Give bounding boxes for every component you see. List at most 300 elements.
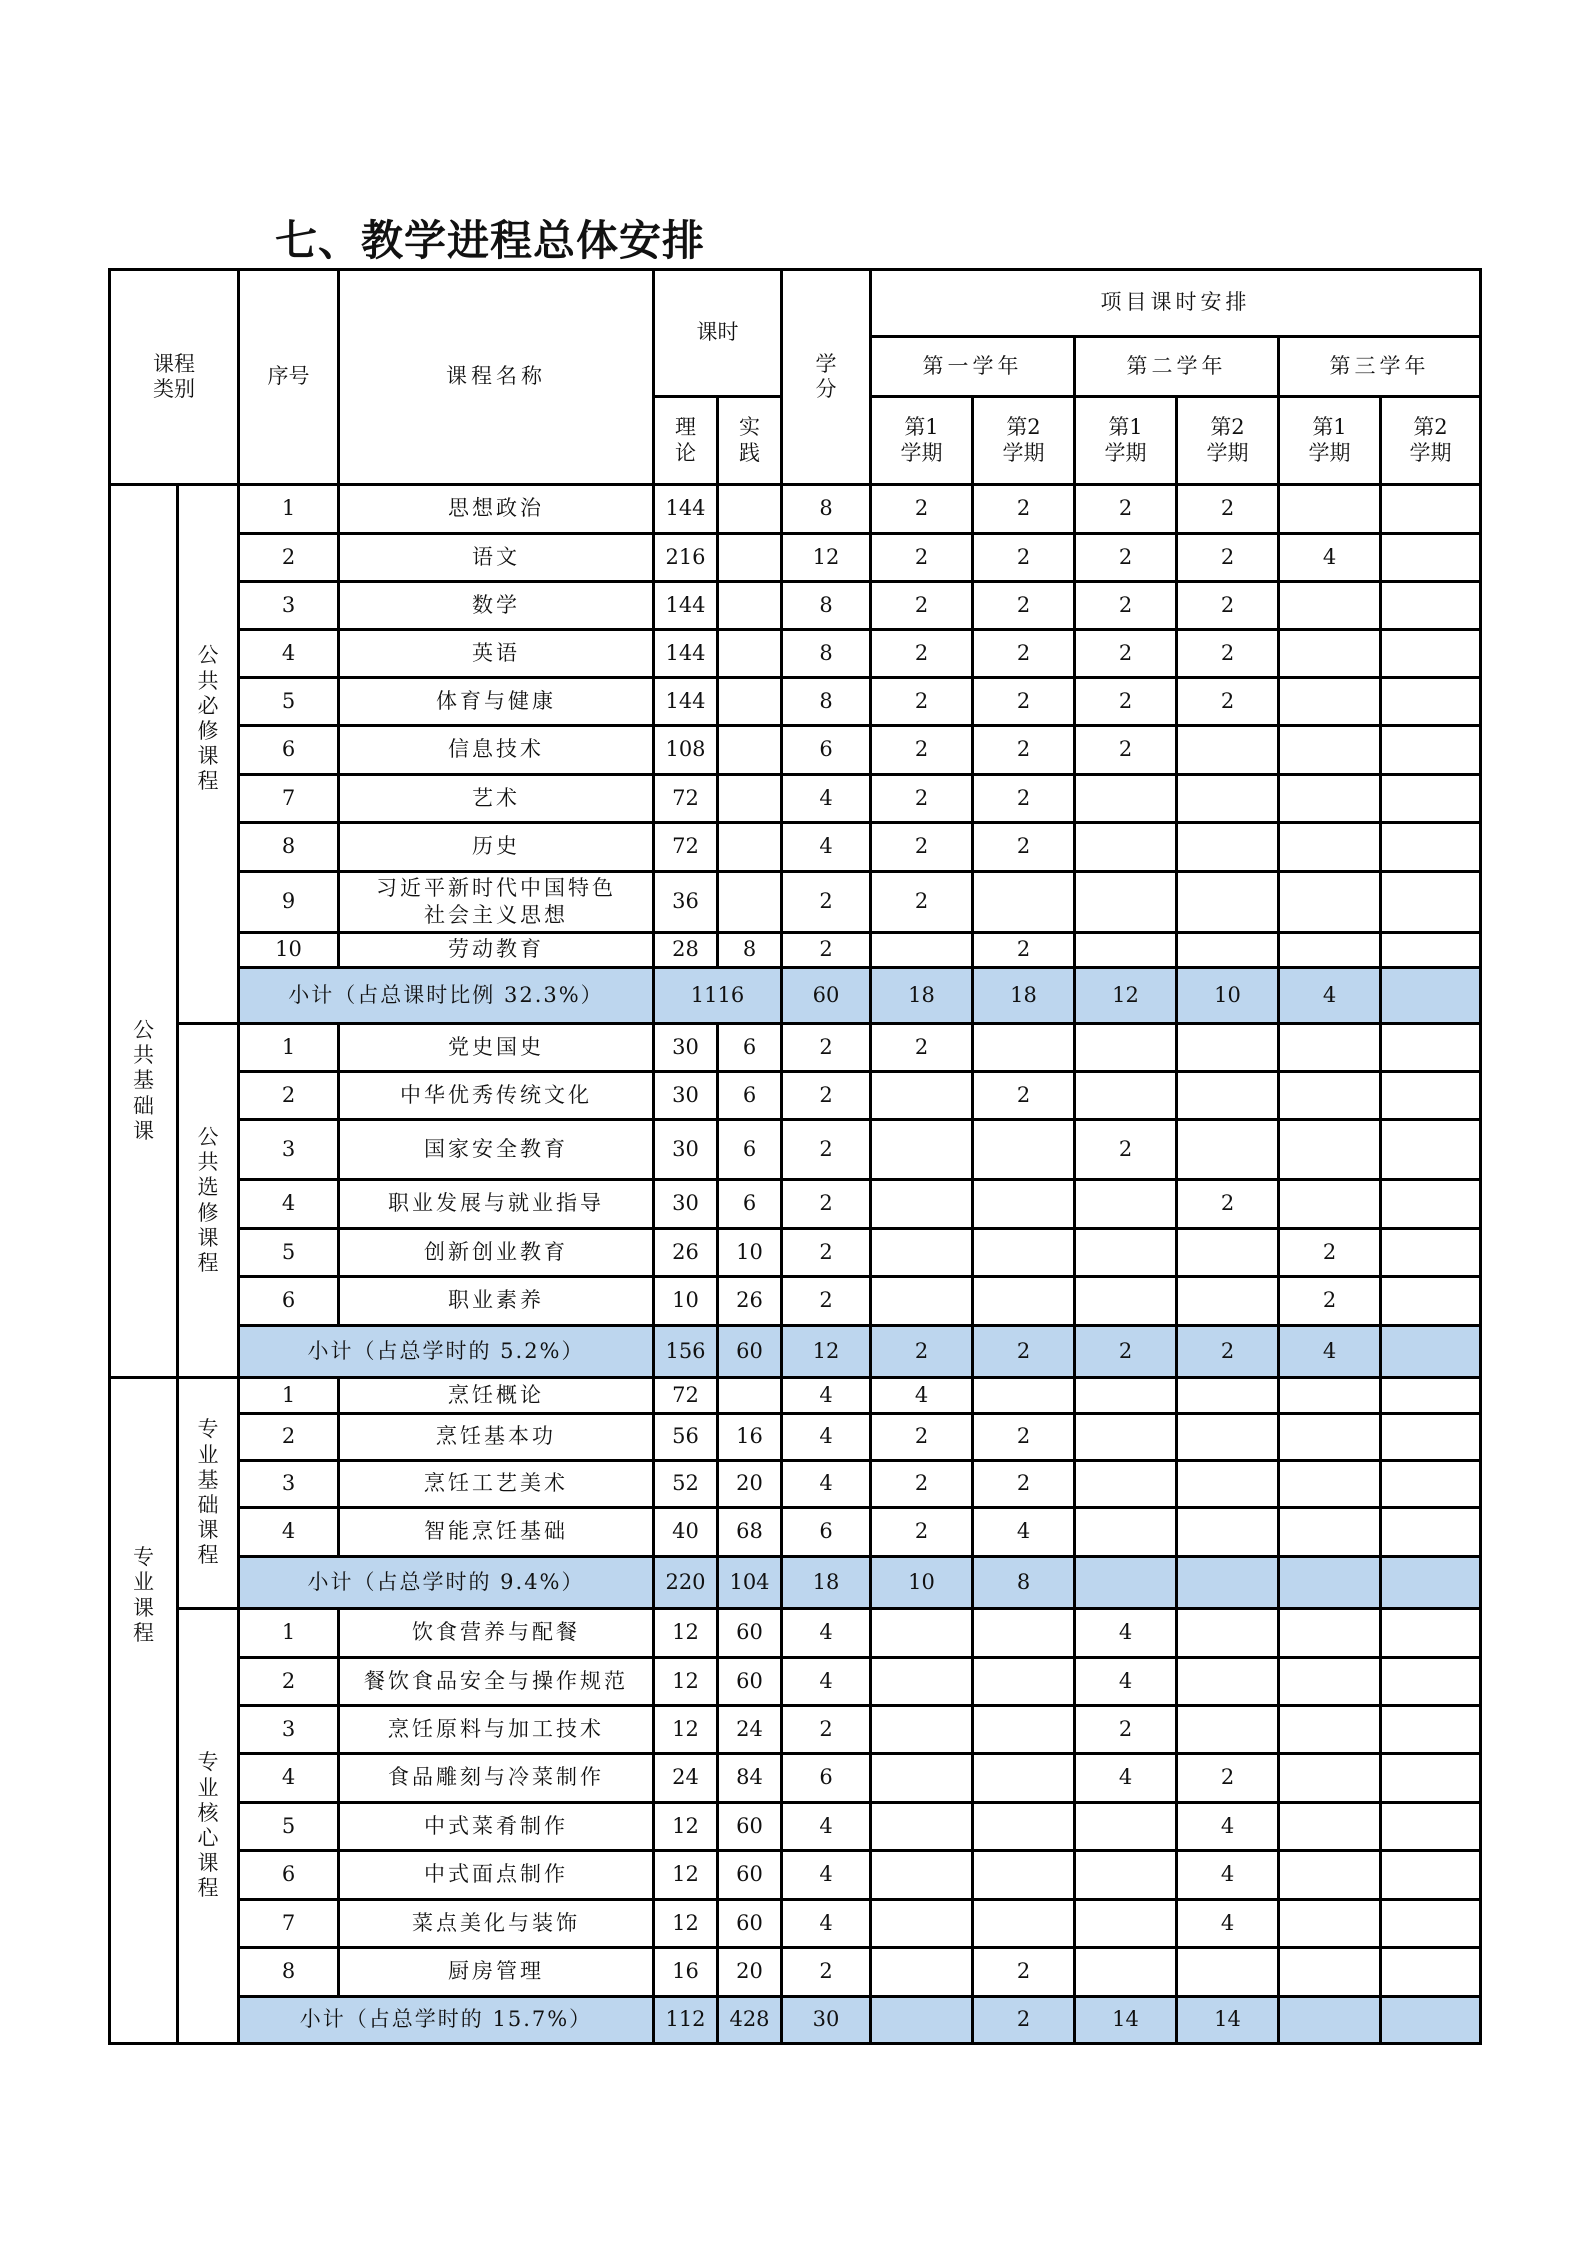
header-semester [1279,397,1381,485]
category-label: 专业课程 [133,1545,154,1645]
credits: 4 [782,1851,871,1900]
semester-hours [1381,1508,1481,1557]
theory-hours: 72 [654,775,718,823]
semester-hours: 2 [871,1414,973,1461]
semester-hours: 2 [1075,726,1177,775]
semester-hours [871,1658,973,1706]
course-seq: 6 [239,726,339,775]
theory-hours: 28 [654,933,718,968]
semester-hours [973,1851,1075,1900]
semester-hours [1177,1461,1279,1508]
semester-hours [1075,872,1177,933]
semester-hours [1381,1900,1481,1948]
semester-hours [1279,630,1381,678]
semester-hours [871,1948,973,1997]
course-seq: 7 [239,775,339,823]
course-name-cell [339,872,654,933]
credits: 4 [782,1378,871,1414]
practice-hours: 6 [718,1120,782,1180]
subtotal-row [110,968,1481,1024]
header-course-name: 课程名称 [339,270,654,485]
semester-hours [1279,1609,1381,1658]
subtotal-semester-hours [1381,1557,1481,1609]
semester-hours: 2 [973,534,1075,582]
credits: 2 [782,1180,871,1229]
course-name: 思想政治 [339,485,654,534]
semester-hours: 4 [1075,1754,1177,1803]
semester-hours [1075,1378,1177,1414]
theory-hours: 144 [654,582,718,630]
semester-hours [1381,1948,1481,1997]
subcategory-cell [178,485,239,1024]
course-name: 职业素养 [339,1277,654,1326]
course-seq: 1 [239,1378,339,1414]
course-seq: 3 [239,1461,339,1508]
semester-hours [1279,1072,1381,1120]
course-name: 中式菜肴制作 [339,1803,654,1851]
practice-hours [718,582,782,630]
semester-hours: 2 [871,1024,973,1072]
subtotal-credits: 30 [782,1997,871,2044]
header-category-text: 课程类别 [153,351,195,401]
header-hours: 课时 [654,270,782,397]
header-semester-text: 第1学期 [1104,415,1147,465]
course-row [110,485,1481,534]
semester-hours [1177,1277,1279,1326]
header-practice [718,397,782,485]
course-name: 餐饮食品安全与操作规范 [339,1658,654,1706]
course-name: 菜点美化与装饰 [339,1900,654,1948]
semester-hours: 2 [1075,582,1177,630]
course-name: 中华优秀传统文化 [339,1072,654,1120]
header-practice-text: 实践 [739,415,760,465]
semester-hours: 2 [1075,1706,1177,1754]
practice-hours: 84 [718,1754,782,1803]
practice-hours: 24 [718,1706,782,1754]
semester-hours [1177,1609,1279,1658]
semester-hours [1381,534,1481,582]
header-credits-text: 学分 [815,351,837,401]
credits: 8 [782,678,871,726]
header-semester [973,397,1075,485]
practice-hours [718,775,782,823]
theory-hours: 40 [654,1508,718,1557]
theory-hours: 72 [654,1378,718,1414]
theory-hours: 30 [654,1180,718,1229]
subcategory-cell [178,1609,239,2044]
header-credits [782,270,871,485]
semester-hours [871,1229,973,1277]
header-semester [1177,397,1279,485]
course-name: 智能烹饪基础 [339,1508,654,1557]
semester-hours [1381,872,1481,933]
subtotal-practice: 428 [718,1997,782,2044]
semester-hours: 2 [871,1461,973,1508]
semester-hours [973,1900,1075,1948]
course-seq: 4 [239,1180,339,1229]
credits: 2 [782,1229,871,1277]
course-row [110,630,1481,678]
semester-hours [1279,823,1381,872]
course-row [110,1072,1481,1120]
semester-hours [871,933,973,968]
course-seq: 4 [239,1508,339,1557]
semester-hours [1177,823,1279,872]
course-name: 党史国史 [339,1024,654,1072]
practice-hours: 60 [718,1851,782,1900]
header-year-2: 第二学年 [1075,337,1279,397]
semester-hours: 2 [973,678,1075,726]
course-seq: 8 [239,1948,339,1997]
course-seq: 8 [239,823,339,872]
semester-hours: 2 [973,726,1075,775]
course-seq: 3 [239,1120,339,1180]
semester-hours [1177,1658,1279,1706]
subcategory-cell [178,1024,239,1378]
semester-hours [1381,1072,1481,1120]
semester-hours [1381,1378,1481,1414]
course-seq: 2 [239,1072,339,1120]
theory-hours: 108 [654,726,718,775]
course-name: 食品雕刻与冷菜制作 [339,1754,654,1803]
practice-hours: 68 [718,1508,782,1557]
subtotal-theory: 220 [654,1557,718,1609]
subtotal-label: 小计（占总学时的 5.2%） [239,1326,654,1378]
theory-hours: 12 [654,1609,718,1658]
subtotal-practice: 104 [718,1557,782,1609]
semester-hours [871,1900,973,1948]
course-name: 中式面点制作 [339,1851,654,1900]
theory-hours: 216 [654,534,718,582]
credits: 2 [782,1948,871,1997]
credits: 4 [782,1658,871,1706]
semester-hours [973,1277,1075,1326]
semester-hours: 2 [871,678,973,726]
semester-hours [871,1120,973,1180]
subtotal-credits: 60 [782,968,871,1024]
credits: 4 [782,1414,871,1461]
semester-hours [1279,1706,1381,1754]
course-row [110,1180,1481,1229]
course-name: 数学 [339,582,654,630]
semester-hours: 2 [871,1508,973,1557]
course-row [110,872,1481,933]
theory-hours: 36 [654,872,718,933]
semester-hours [1075,1229,1177,1277]
theory-hours: 30 [654,1072,718,1120]
credits: 4 [782,1609,871,1658]
course-row [110,1277,1481,1326]
semester-hours [1279,1754,1381,1803]
practice-hours: 60 [718,1609,782,1658]
semester-hours [1279,1378,1381,1414]
semester-hours: 2 [973,1414,1075,1461]
course-seq: 2 [239,534,339,582]
semester-hours [1279,1024,1381,1072]
credits: 12 [782,534,871,582]
course-seq: 5 [239,1803,339,1851]
course-name: 习近平新时代中国特色社会主义思想 [376,875,616,927]
semester-hours [1177,1072,1279,1120]
course-row [110,1378,1481,1414]
semester-hours [1279,1461,1381,1508]
teaching-schedule-table [108,268,1482,2045]
practice-hours: 6 [718,1024,782,1072]
semester-hours [1279,872,1381,933]
header-seq: 序号 [239,270,339,485]
semester-hours: 2 [973,1072,1075,1120]
semester-hours: 2 [1177,485,1279,534]
semester-hours: 2 [871,630,973,678]
semester-hours: 2 [973,1461,1075,1508]
semester-hours: 2 [973,485,1075,534]
semester-hours [871,1706,973,1754]
semester-hours: 2 [1279,1277,1381,1326]
credits: 2 [782,1120,871,1180]
semester-hours: 2 [871,582,973,630]
semester-hours [1279,485,1381,534]
semester-hours [1381,726,1481,775]
subtotal-semester-hours: 2 [1177,1326,1279,1378]
course-seq: 7 [239,1900,339,1948]
course-seq: 3 [239,1706,339,1754]
semester-hours [973,1120,1075,1180]
header-semester-text: 第1学期 [900,415,943,465]
course-name: 语文 [339,534,654,582]
subtotal-semester-hours [1279,1557,1381,1609]
subtotal-semester-hours: 12 [1075,968,1177,1024]
semester-hours: 4 [871,1378,973,1414]
subtotal-row [110,1997,1481,2044]
practice-hours: 10 [718,1229,782,1277]
practice-hours [718,823,782,872]
subtotal-semester-hours: 2 [1075,1326,1177,1378]
semester-hours [1075,823,1177,872]
theory-hours: 72 [654,823,718,872]
semester-hours [1177,1120,1279,1180]
semester-hours: 2 [1075,1120,1177,1180]
semester-hours [1279,678,1381,726]
course-row [110,1508,1481,1557]
header-year-3: 第三学年 [1279,337,1481,397]
semester-hours [1177,726,1279,775]
practice-hours [718,630,782,678]
subtotal-semester-hours [1381,968,1481,1024]
course-name: 烹饪基本功 [339,1414,654,1461]
semester-hours: 4 [1279,534,1381,582]
semester-hours [1381,1120,1481,1180]
semester-hours [871,1851,973,1900]
credits: 4 [782,775,871,823]
subtotal-semester-hours [1279,1997,1381,2044]
semester-hours [1177,1508,1279,1557]
credits: 2 [782,933,871,968]
semester-hours: 2 [871,726,973,775]
subtotal-semester-hours [871,1997,973,2044]
credits: 8 [782,485,871,534]
semester-hours [1279,1120,1381,1180]
theory-hours: 12 [654,1658,718,1706]
semester-hours [973,1706,1075,1754]
course-seq: 3 [239,582,339,630]
course-row [110,1120,1481,1180]
subtotal-semester-hours: 4 [1279,1326,1381,1378]
credits: 4 [782,1461,871,1508]
semester-hours [1279,1851,1381,1900]
semester-hours [1279,1948,1381,1997]
category-cell [110,1378,178,2044]
theory-hours: 52 [654,1461,718,1508]
course-row [110,1461,1481,1508]
semester-hours: 2 [1177,630,1279,678]
course-row [110,1900,1481,1948]
course-row [110,823,1481,872]
semester-hours [1381,823,1481,872]
course-row [110,1024,1481,1072]
semester-hours [1279,1900,1381,1948]
course-seq: 2 [239,1658,339,1706]
semester-hours [973,1378,1075,1414]
credits: 8 [782,582,871,630]
semester-hours [1075,1900,1177,1948]
course-seq: 6 [239,1851,339,1900]
semester-hours: 4 [1075,1609,1177,1658]
practice-hours [718,678,782,726]
header-semester [871,397,973,485]
subtotal-semester-hours [1381,1326,1481,1378]
semester-hours [871,1072,973,1120]
subcategory-cell [178,1378,239,1609]
course-name: 信息技术 [339,726,654,775]
theory-hours: 16 [654,1948,718,1997]
theory-hours: 12 [654,1803,718,1851]
semester-hours [1177,1024,1279,1072]
semester-hours [973,1024,1075,1072]
semester-hours: 2 [1075,678,1177,726]
course-name: 创新创业教育 [339,1229,654,1277]
credits: 4 [782,1900,871,1948]
semester-hours [1381,1851,1481,1900]
course-name: 饮食营养与配餐 [339,1609,654,1658]
credits: 2 [782,1024,871,1072]
semester-hours [1381,630,1481,678]
course-seq: 6 [239,1277,339,1326]
practice-hours: 60 [718,1803,782,1851]
course-seq: 10 [239,933,339,968]
semester-hours: 2 [871,534,973,582]
subtotal-hours: 1116 [654,968,782,1024]
semester-hours: 2 [973,933,1075,968]
semester-hours [1279,933,1381,968]
practice-hours: 16 [718,1414,782,1461]
practice-hours [718,1378,782,1414]
header-semester-text: 第2学期 [1409,415,1452,465]
subtotal-label: 小计（占总学时的 9.4%） [239,1557,654,1609]
course-row [110,726,1481,775]
course-seq: 4 [239,1754,339,1803]
subcategory-label: 专业核心课程 [197,1750,219,1901]
semester-hours [1279,1658,1381,1706]
course-row [110,582,1481,630]
subcategory-label: 专业基础课程 [197,1417,219,1568]
semester-hours [1279,1414,1381,1461]
semester-hours [1177,872,1279,933]
semester-hours: 2 [973,775,1075,823]
semester-hours: 2 [871,872,973,933]
semester-hours [1279,726,1381,775]
semester-hours [1075,933,1177,968]
subtotal-semester-hours: 14 [1177,1997,1279,2044]
semester-hours [1075,775,1177,823]
semester-hours: 2 [1177,582,1279,630]
course-name: 厨房管理 [339,1948,654,1997]
semester-hours [1279,1180,1381,1229]
theory-hours: 12 [654,1851,718,1900]
subtotal-semester-hours: 10 [871,1557,973,1609]
credits: 6 [782,1508,871,1557]
semester-hours [1279,1508,1381,1557]
semester-hours [1381,485,1481,534]
course-row [110,1803,1481,1851]
semester-hours: 2 [1075,534,1177,582]
semester-hours: 2 [1075,485,1177,534]
page-title: 七、教学进程总体安排 [275,216,706,265]
practice-hours: 6 [718,1180,782,1229]
subtotal-row [110,1326,1481,1378]
credits: 2 [782,1706,871,1754]
semester-hours [1075,1461,1177,1508]
semester-hours [1381,582,1481,630]
semester-hours [1177,1706,1279,1754]
semester-hours [1177,775,1279,823]
course-name: 烹饪工艺美术 [339,1461,654,1508]
semester-hours: 2 [1177,1754,1279,1803]
semester-hours [973,1180,1075,1229]
course-name: 职业发展与就业指导 [339,1180,654,1229]
practice-hours [718,534,782,582]
semester-hours: 2 [1279,1229,1381,1277]
semester-hours [1381,1754,1481,1803]
subtotal-semester-hours: 18 [973,968,1075,1024]
credits: 4 [782,1803,871,1851]
semester-hours [1075,1024,1177,1072]
header-semester-text: 第1学期 [1308,415,1351,465]
semester-hours: 2 [871,485,973,534]
course-row [110,1948,1481,1997]
course-name: 国家安全教育 [339,1120,654,1180]
semester-hours [973,1609,1075,1658]
subtotal-credits: 18 [782,1557,871,1609]
semester-hours [1381,1024,1481,1072]
course-seq: 5 [239,678,339,726]
semester-hours [1381,1461,1481,1508]
semester-hours [1075,1414,1177,1461]
semester-hours [871,1180,973,1229]
semester-hours [1381,775,1481,823]
header-semester-text: 第2学期 [1206,415,1249,465]
course-row [110,1658,1481,1706]
credits: 2 [782,1072,871,1120]
header-category [110,270,239,485]
semester-hours [1177,1414,1279,1461]
practice-hours: 20 [718,1461,782,1508]
subtotal-semester-hours: 2 [973,1997,1075,2044]
header-arrangement: 项目课时安排 [871,270,1481,337]
subtotal-semester-hours: 4 [1279,968,1381,1024]
semester-hours: 2 [871,823,973,872]
course-name: 体育与健康 [339,678,654,726]
practice-hours [718,872,782,933]
